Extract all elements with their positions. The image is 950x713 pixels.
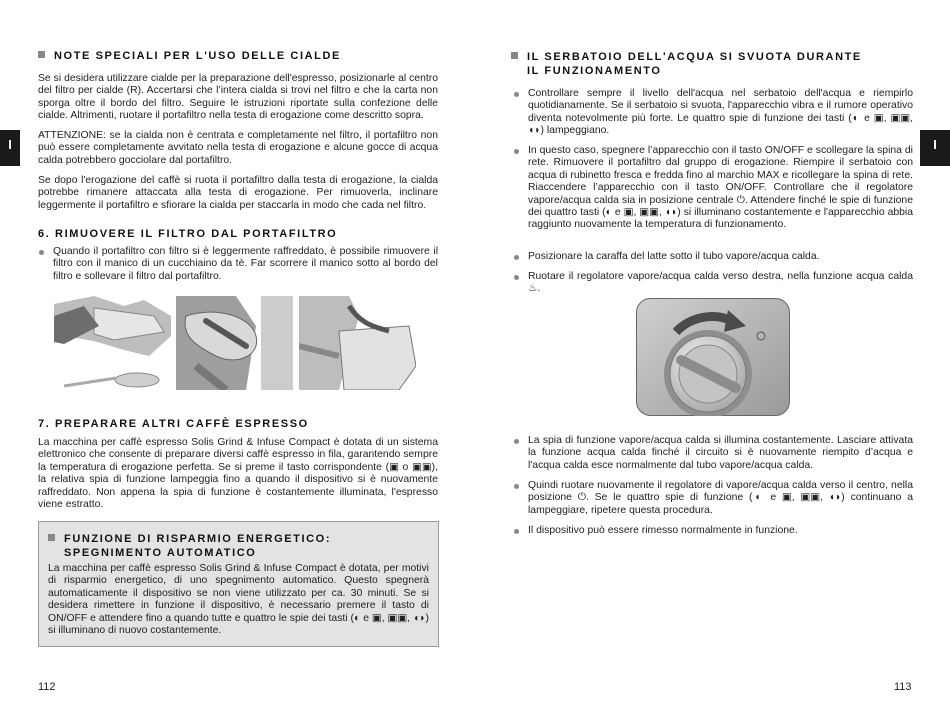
bullet-icon — [514, 149, 519, 154]
heading-text: NOTE SPECIALI PER L'USO DELLE CIALDE — [54, 50, 341, 62]
heading-square-icon — [38, 51, 45, 58]
section-heading-6: 6. RIMUOVERE IL FILTRO DAL PORTAFILTRO — [38, 228, 338, 240]
bullet-icon — [514, 484, 519, 489]
energy-saving-box — [38, 521, 439, 647]
note-paragraph-3: Se dopo l'erogazione del caffè si ruota il portafiltro dalla testa di erogazione, la cialda potrebbe rimanere attaccata alla testa di erogazione. Per rimuoverla, inclinare leggermente il portafiltro e sfiorare la cialda per staccarla in modo che cada nel filtro. — [38, 175, 438, 211]
language-tab-left: I — [0, 130, 20, 166]
water-bullet-3 — [528, 251, 913, 263]
section-heading-7: 7. PREPARARE ALTRI CAFFÈ ESPRESSO — [38, 418, 309, 430]
bullet-text: Quando il portafiltro con filtro si è leggermente raffreddato, è possibile rimuovere il filtro con il manico di un cucchiaino da tè. Far scorrere il manico sotto al bordo del filtro e sollevare il filtro dal portafiltro. — [53, 246, 438, 282]
section6-bullet — [53, 246, 438, 283]
filter-lift-illustration — [176, 296, 293, 390]
bullet-icon — [514, 275, 519, 280]
attention-paragraph — [38, 130, 438, 167]
section-heading-water-tank — [511, 50, 862, 78]
bullet-text: Posizionare la caraffa del latte sotto il tubo vapore/acqua calda. — [528, 251, 820, 262]
bullet-icon — [514, 255, 519, 260]
spoon-filter-illustration — [54, 296, 171, 390]
heading-square-icon — [48, 534, 55, 541]
bullet-text: Il dispositivo può essere rimesso normalmente in funzione. — [528, 525, 798, 536]
language-tab-right: I — [920, 130, 950, 166]
heading-square-icon — [511, 52, 518, 59]
box-heading-line2: SPEGNIMENTO AUTOMATICO — [64, 547, 257, 559]
bullet-text: La spia di funzione vapore/acqua calda si illumina costantemente. Lasciare attivata la funzione acqua calda finché il circuito si è nuovamente riempito d’acqua e l'acqua calda esce normalmente dal tubo vapore/acqua calda. — [528, 435, 913, 471]
water-bullet-1 — [528, 88, 913, 138]
filter-remove-illustration — [299, 296, 416, 390]
attention-text: se la cialda non è centrata e completamente nel filtro, il portafiltro non può essere completamente avvitato nella testa di erogazione e alcune gocce di acqua calda potrebbero gocciolare dal portafiltro. — [38, 130, 438, 166]
section7-paragraph: La macchina per caffè espresso Solis Grind & Infuse Compact è dotata di un sistema elettronico che consente di preparare diversi caffè espresso in fila, garantendo sempre la temperatura di erogazione perfetta. Se si preme il tasto corrispondente (▣ o ▣▣), la relativa spia di funzione lampeggia fino a quando il dispositivo si è nuovamente raffreddato. Non appena la spia di funzione è costantemente illuminata, l'espresso viene estratto. — [38, 437, 438, 511]
bullet-icon — [39, 250, 44, 255]
water-bullet-5 — [528, 435, 913, 472]
water-bullet-4 — [528, 271, 913, 296]
box-text: La macchina per caffè espresso Solis Grind & Infuse Compact è dotata, per motivi di risparmio energetico, di uno spegnimento automatico. Questo spegnerà automaticamente il dispositivo se non viene utilizzato per ca. 30 minuti. Se si desidera rimettere in funzione il dispositivo, è necessario premere il tasto di ON/OFF e attendere fino a quando tutte e quattro le spie dei tasti (◐ e ▣, ▣▣, ◖◗) si illuminano di nuovo costantemente. — [48, 563, 429, 637]
bullet-text: Quindi ruotare nuovamente il regolatore di vapore/acqua calda verso il centro, nella posizione ⏻. Se le quattro spie di funzione (◐ e ▣, ▣▣, ◖◗) continuano a lampeggiare, ripetere questa procedura. — [528, 480, 913, 516]
bullet-text: Ruotare il regolatore vapore/acqua calda verso destra, nella funzione acqua calda ♨. — [528, 271, 913, 295]
bullet-icon — [514, 529, 519, 534]
water-bullet-7 — [528, 525, 913, 537]
section-heading-note — [38, 50, 341, 62]
attention-label: ATTENZIONE: — [38, 130, 106, 141]
heading-line1: IL SERBATOIO DELL'ACQUA SI SVUOTA DURANTE — [527, 51, 862, 63]
note-paragraph-1: Se si desidera utilizzare cialde per la preparazione dell'espresso, posizionarle al centro del filtro per cialde (R). Accertarsi che l’intera cialda si trovi nel filtro e che la carta non sporga oltre il bordo del filtro. Seguire le istruzioni riportate sulla confezione delle cialde. Altrimenti, ruotare il portafiltro nella testa di erogazione come descritto sopra. — [38, 73, 438, 122]
steam-knob-illustration — [636, 298, 790, 416]
page-number-right: 113 — [894, 681, 912, 693]
water-bullet-6 — [528, 480, 913, 517]
bullet-icon — [514, 92, 519, 97]
bullet-icon — [514, 439, 519, 444]
page-number-left: 112 — [38, 681, 56, 693]
heading-line2: IL FUNZIONAMENTO — [527, 65, 662, 77]
box-heading — [48, 532, 331, 560]
water-bullet-2 — [528, 145, 913, 232]
bullet-text: In questo caso, spegnere l’apparecchio con il tasto ON/OFF e scollegare la spina di rete. Rimuovere il portafiltro dal gruppo di erogazione. Riempire il serbatoio con acqua di rubinetto fresca e fredda fino al marchio MAX e ricollegare la spina di rete. Riaccendere l’apparecchio con il tasto ON/OFF. Controllare che il regolatore vapore/acqua calda sia in posizione centrale ⏻. Attendere finché le spie di funzione dei quattro tasti (◐ e ▣, ▣▣, ◖◗) si illuminano costantemente e l'apparecchio abbia raggiunto nuovamente la temperatura di funzionamento. — [528, 145, 913, 231]
bullet-text: Controllare sempre il livello dell'acqua nel serbatoio dell'acqua e riempirlo quotidianamente. Se il serbatoio si svuota, l'apparecchio vibra e il rumore operativo diventa notevolmente più forte. Le quattro spie di funzione dei tasti (◐ e ▣, ▣▣, ◖◗) lampeggiano. — [528, 88, 913, 137]
box-heading-line1: FUNZIONE DI RISPARMIO ENERGETICO: — [64, 533, 332, 545]
